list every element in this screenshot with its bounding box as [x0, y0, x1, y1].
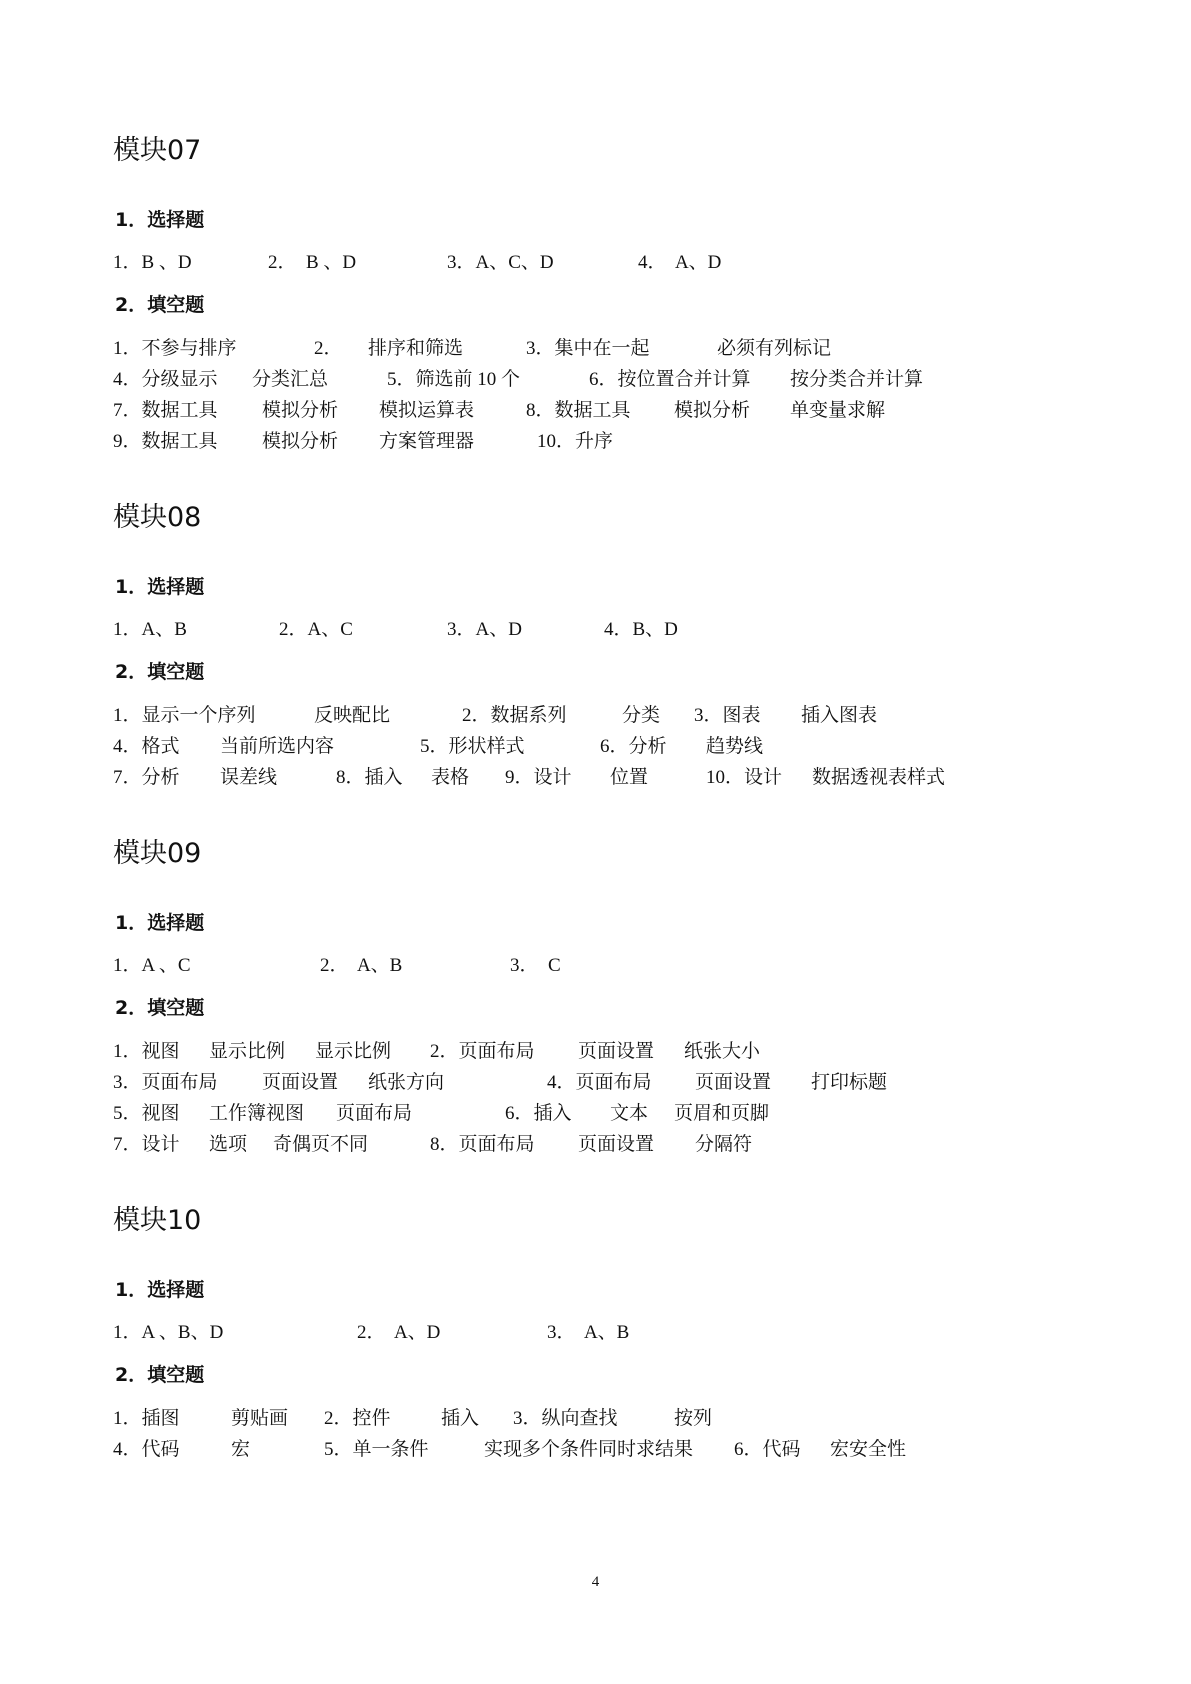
choice-heading: 1．选择题: [115, 576, 205, 598]
fill-answer: 1．视图: [113, 1041, 180, 1062]
choice-answer: 3．A、D: [447, 619, 522, 640]
fill-answer: 4．页面布局: [547, 1072, 652, 1093]
fill-answer: 8．数据工具: [526, 400, 631, 421]
fill-answer: 3．图表: [694, 705, 761, 726]
module-title: 模块09: [113, 838, 202, 869]
fill-answer: 6．分析: [600, 736, 667, 757]
fill-answer: 页眉和页脚: [674, 1103, 770, 1124]
fill-answer: 1．显示一个序列: [113, 705, 256, 726]
fill-answer: 8．插入: [336, 767, 403, 788]
choice-answer: 3． A、B: [547, 1322, 630, 1343]
module-title: 模块08: [113, 502, 202, 533]
fill-answer: 4．格式: [113, 736, 180, 757]
fill-answer: 5．形状样式: [420, 736, 525, 757]
fill-answer: 3．页面布局: [113, 1072, 218, 1093]
fill-answer: 文本: [610, 1103, 649, 1124]
choice-answer: 2． A、B: [320, 955, 403, 976]
fill-answer: 打印标题: [811, 1072, 888, 1093]
fill-answer: 10．设计: [706, 767, 783, 788]
fill-answer: 10．升序: [537, 431, 614, 452]
fill-answer: 页面设置: [578, 1134, 655, 1155]
fill-answer: 当前所选内容: [220, 736, 335, 757]
fill-answer: 6．插入: [505, 1103, 572, 1124]
fill-heading: 2．填空题: [115, 661, 205, 683]
fill-answer: 单变量求解: [790, 400, 886, 421]
fill-answer: 7．数据工具: [113, 400, 218, 421]
choice-answer: 4．B、D: [604, 619, 678, 640]
fill-heading: 2．填空题: [115, 294, 205, 316]
fill-answer: 页面设置: [578, 1041, 655, 1062]
fill-answer: 宏安全性: [830, 1439, 907, 1460]
fill-answer: 分类: [622, 705, 661, 726]
fill-answer: 模拟分析: [674, 400, 751, 421]
fill-answer: 数据透视表样式: [812, 767, 946, 788]
module-title: 模块07: [113, 135, 202, 166]
fill-answer: 9．数据工具: [113, 431, 218, 452]
fill-heading: 2．填空题: [115, 997, 205, 1019]
choice-answer: 1．A 、B、D: [113, 1322, 224, 1343]
fill-answer: 5．视图: [113, 1103, 180, 1124]
choice-answer: 2． A、D: [357, 1322, 441, 1343]
fill-answer: 位置: [610, 767, 649, 788]
fill-answer: 宏: [231, 1439, 251, 1460]
fill-answer: 显示比例: [209, 1041, 286, 1062]
fill-answer: 按分类合并计算: [790, 369, 924, 390]
choice-answer: 1．A 、C: [113, 955, 191, 976]
fill-answer: 2．控件: [324, 1408, 391, 1429]
fill-answer: 纸张大小: [684, 1041, 761, 1062]
fill-answer: 奇偶页不同: [273, 1134, 369, 1155]
fill-answer: 4．代码: [113, 1439, 180, 1460]
module-title: 模块10: [113, 1205, 202, 1236]
choice-answer: 1．A、B: [113, 619, 187, 640]
fill-answer: 显示比例: [315, 1041, 392, 1062]
fill-answer: 5．筛选前 10 个: [387, 369, 521, 390]
fill-answer: 分隔符: [695, 1134, 753, 1155]
fill-answer: 模拟运算表: [379, 400, 475, 421]
fill-answer: 插入图表: [801, 705, 878, 726]
fill-answer: 工作簿视图: [209, 1103, 305, 1124]
fill-answer: 排序和筛选: [368, 338, 464, 359]
fill-answer: 插入: [441, 1408, 480, 1429]
choice-answer: 3． C: [510, 955, 561, 976]
fill-heading: 2．填空题: [115, 1364, 205, 1386]
fill-answer: 页面设置: [262, 1072, 339, 1093]
fill-answer: 9．设计: [505, 767, 572, 788]
fill-answer: 2．页面布局: [430, 1041, 535, 1062]
choice-answer: 1．B 、D: [113, 252, 192, 273]
choice-heading: 1．选择题: [115, 912, 205, 934]
fill-answer: 选项: [209, 1134, 248, 1155]
fill-answer: 6．按位置合并计算: [589, 369, 751, 390]
choice-answer: 2．A、C: [279, 619, 353, 640]
fill-answer: 2．数据系列: [462, 705, 567, 726]
fill-answer: 8．页面布局: [430, 1134, 535, 1155]
choice-heading: 1．选择题: [115, 209, 205, 231]
fill-answer: 必须有列标记: [717, 338, 832, 359]
fill-answer: 3．纵向查找: [513, 1408, 618, 1429]
fill-answer: 3．集中在一起: [526, 338, 650, 359]
choice-heading: 1．选择题: [115, 1279, 205, 1301]
fill-answer: 误差线: [220, 767, 278, 788]
fill-answer: 页面布局: [336, 1103, 413, 1124]
choice-answer: 2． B 、D: [268, 252, 357, 273]
choice-answer: 4． A、D: [638, 252, 722, 273]
fill-answer: 7．分析: [113, 767, 180, 788]
choice-answer: 3．A、C、D: [447, 252, 554, 273]
fill-answer: 模拟分析: [262, 431, 339, 452]
fill-answer: 方案管理器: [379, 431, 475, 452]
fill-answer: 按列: [674, 1408, 713, 1429]
fill-answer: 趋势线: [706, 736, 764, 757]
fill-answer: 4．分级显示: [113, 369, 218, 390]
fill-answer: 7．设计: [113, 1134, 180, 1155]
fill-answer: 5．单一条件: [324, 1439, 429, 1460]
fill-answer: 6．代码: [734, 1439, 801, 1460]
fill-answer: 实现多个条件同时求结果: [484, 1439, 694, 1460]
fill-answer: 表格: [431, 767, 470, 788]
fill-answer: 剪贴画: [231, 1408, 289, 1429]
fill-answer: 分类汇总: [252, 369, 329, 390]
fill-answer: 模拟分析: [262, 400, 339, 421]
fill-answer: 1．不参与排序: [113, 338, 237, 359]
fill-answer: 反映配比: [314, 705, 391, 726]
fill-answer: 1．插图: [113, 1408, 180, 1429]
fill-answer: 2．: [314, 338, 343, 359]
page-number: 4: [591, 1574, 600, 1590]
fill-answer: 页面设置: [695, 1072, 772, 1093]
fill-answer: 纸张方向: [368, 1072, 445, 1093]
